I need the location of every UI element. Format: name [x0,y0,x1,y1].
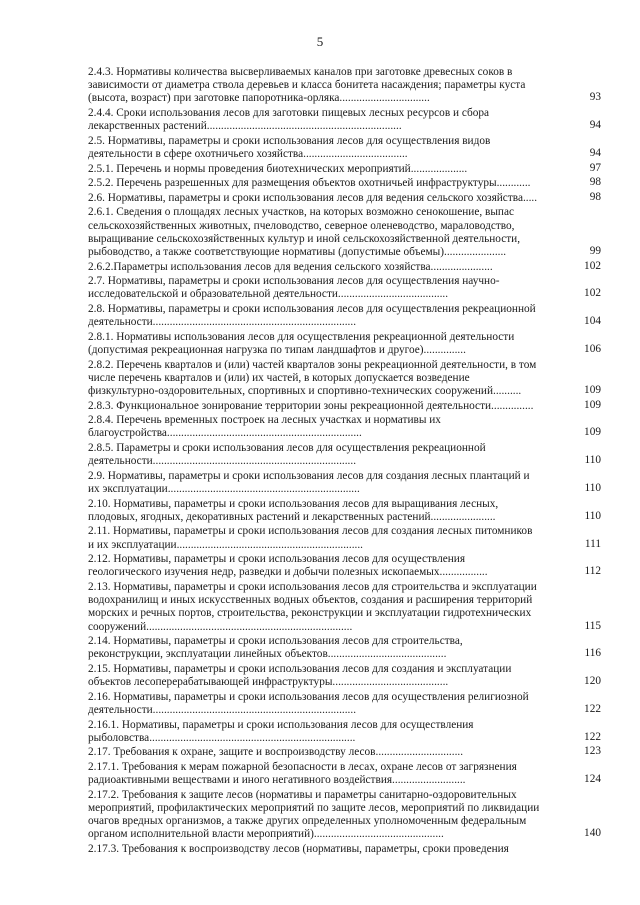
toc-entry [88,719,601,745]
toc-entry-page: 94 [589,119,601,132]
toc-entry-title: 2.17.2. Требования к защите лесов (нормативы и параметры санитарно-оздоровительных мероприятий, профилактических мероприятий по защите лесов, мероприятий по ликвидации очагов вредных организмов, а также других определенных уполномоченным федеральным органом исполнительной власти мероприятий).............................................. [88,788,540,841]
toc-entry-page: 98 [589,176,601,189]
toc-entry-title: 2.14. Нормативы, параметры и сроки использования лесов для строительства, реконструкции, эксплуатации линейных объектов.......................................... [88,635,463,661]
toc-entry [88,470,601,496]
toc-entry-title: 2.13. Нормативы, параметры и сроки использования лесов для строительства и эксплуатации водохранилищ и иных искусственных водных объектов, создания и расширения территорий морских и речных портов, строительства, реконструкции и эксплуатации гидротехнических сооружений......................................................................... [88,580,537,633]
toc-entry [88,303,601,329]
toc-entry-page: 109 [584,426,601,439]
toc-entry-page: 110 [584,481,601,494]
toc-entry-title: 2.9. Нормативы, параметры и сроки использования лесов для создания лесных плантаций и их эксплуатации.................................................................... [88,469,530,495]
toc-entry-page: 123 [584,745,601,758]
toc-entry [88,843,601,856]
toc-entry [88,66,601,106]
toc-entry [88,442,601,468]
page-number: 5 [316,34,324,49]
toc-entry [88,135,601,161]
toc-entry-title: 2.8.3. Функциональное зонирование территории зоны рекреационной деятельности............... [88,399,534,412]
toc-entry-title: 2.8.4. Перечень временных построек на лесных участках и нормативы их благоустройства..................................................................... [88,414,441,440]
toc-entry-page: 116 [584,647,601,660]
toc-entry [88,261,601,274]
toc-entry-page: 115 [584,619,601,632]
toc-entry-title: 2.17.1. Требования к мерам пожарной безопасности в лесах, охране лесов от загрязнения радиоактивными веществами и иного негативного воздействия.......................... [88,760,517,787]
toc-entry-page: 97 [589,161,601,174]
toc-entry [88,107,601,133]
toc-entry-page: 120 [584,675,601,688]
toc-entry-page: 112 [584,565,601,578]
toc-entry [88,275,601,301]
toc-entry-page: 94 [589,147,601,159]
toc-entry-page: 140 [584,827,601,840]
toc-entry-page: 124 [584,773,601,786]
toc-entry-page: 102 [584,287,601,300]
toc-entry-page: 98 [589,190,601,203]
toc-entry [88,414,601,440]
toc-entry [88,663,601,689]
toc-entry [88,331,601,357]
toc-entry-page: 122 [584,730,601,743]
toc-entry [88,525,601,551]
toc-entry-page: 111 [584,537,601,550]
toc-entry-title: 2.8.5. Параметры и сроки использования лесов для осуществления рекреационной деятельности........................................................................ [88,441,486,468]
toc-entry-title: 2.4.4. Сроки использования лесов для заготовки пищевых лесных ресурсов и сбора лекарственных растений..................................................................... [88,107,490,133]
toc-entry-page: 104 [584,315,601,328]
toc-entry-page: 93 [589,91,601,104]
toc-entry-title: 2.4.3. Нормативы количества высверливаемых каналов при заготовке древесных соков в зависимости от диаметра ствола деревьев и класса бонитета насаждения; параметры куста (высота, возраст) при заготовке папоротника-орляка................................ [88,66,526,105]
toc-entry-title: 2.11. Нормативы, параметры и сроки использования лесов для создания лесных питомников и их эксплуатации.................................................................. [88,525,533,551]
toc-entry-title: 2.7. Нормативы, параметры и сроки использования лесов для осуществления научно- исследовательской и образовательной деятельности....................................... [88,275,500,301]
toc-entry [88,746,601,759]
toc-entry [88,581,601,634]
toc-entry-title: 2.8.1. Нормативы использования лесов для осуществления рекреационной деятельности (допустимая рекреационная нагрузка по типам ландшафтов и другое)............... [88,330,515,356]
toc-entry-title: 2.6.2.Параметры использования лесов для ведения сельского хозяйства...................... [88,260,493,273]
toc-entry-title: 2.8.2. Перечень кварталов и (или) частей кварталов зоны рекреационной деятельности, в том числе перечень кварталов и (или) их частей, в которых допускается возведение физкультурно-оздоровительных, спортивных и спортивно-технических сооружений.......... [88,358,537,397]
toc-entry [88,691,601,717]
toc-entry-title: 2.15. Нормативы, параметры и сроки использования лесов для создания и эксплуатации объектов лесоперерабатывающей инфраструктуры......................................... [88,662,512,689]
toc-entry-page: 106 [584,342,601,355]
toc-entry [88,206,601,259]
toc-entry-title: 2.6.1. Сведения о площадях лесных участков, на которых возможно сенокошение, выпас сельскохозяйственных животных, пчеловодство, северное оленеводство, мараловодство, выращивание сельскохозяйственных культур и иной сельскохозяйственной деятельности, рыбоводство, а также соответствующие нормативы (допустимые объемы)...................... [88,206,521,258]
toc-entry-page: 110 [584,454,601,467]
toc-entry-title: 2.10. Нормативы, параметры и сроки использования лесов для выращивания лесных, плодовых, ягодных, декоративных растений и лекарственных растений....................... [88,497,499,523]
toc-entry-title: 2.5.2. Перечень разрешенных для размещения объектов охотничьей инфраструктуры............ [88,177,531,190]
table-of-contents [88,66,601,858]
toc-entry-page: 122 [584,702,601,715]
toc-entry-title: 2.5. Нормативы, параметры и сроки использования лесов для осуществления видов деятельности в сфере охотничьего хозяйства..................................... [88,134,491,160]
toc-entry-title: 2.17.3. Требования к воспроизводству лесов (нормативы, параметры, сроки проведения [88,842,509,855]
toc-entry [88,192,601,205]
toc-entry-page: 109 [584,398,601,411]
toc-entry [88,498,601,524]
toc-entry [88,177,601,190]
toc-entry-title: 2.5.1. Перечень и нормы проведения биотехнических мероприятий.................... [88,162,468,175]
toc-entry [88,400,601,413]
toc-entry-title: 2.17. Требования к охране, защите и воспроизводству лесов............................... [88,746,464,759]
toc-entry-title: 2.16. Нормативы, параметры и сроки использования лесов для осуществления религиозной деятельности........................................................................ [88,690,529,716]
toc-entry [88,761,601,787]
toc-entry [88,635,601,661]
toc-entry [88,359,601,399]
toc-entry [88,553,601,579]
toc-entry [88,789,601,842]
toc-entry-page: 109 [584,383,601,396]
toc-entry-title: 2.8. Нормативы, параметры и сроки использования лесов для осуществления рекреационной деятельности........................................................................ [88,302,536,329]
toc-entry-page: 99 [589,244,601,257]
toc-entry-page: 102 [584,259,601,272]
toc-entry-title: 2.6. Нормативы, параметры и сроки использования лесов для ведения сельского хозяйства..... [88,191,538,204]
toc-entry [88,163,601,176]
toc-entry-page: 110 [584,509,601,522]
toc-entry-title: 2.16.1. Нормативы, параметры и сроки использования лесов для осуществления рыболовства......................................................................... [88,718,474,744]
toc-entry-title: 2.12. Нормативы, параметры и сроки использования лесов для осуществления геологического изучения недр, разведки и добычи полезных ископаемых................. [88,553,488,579]
